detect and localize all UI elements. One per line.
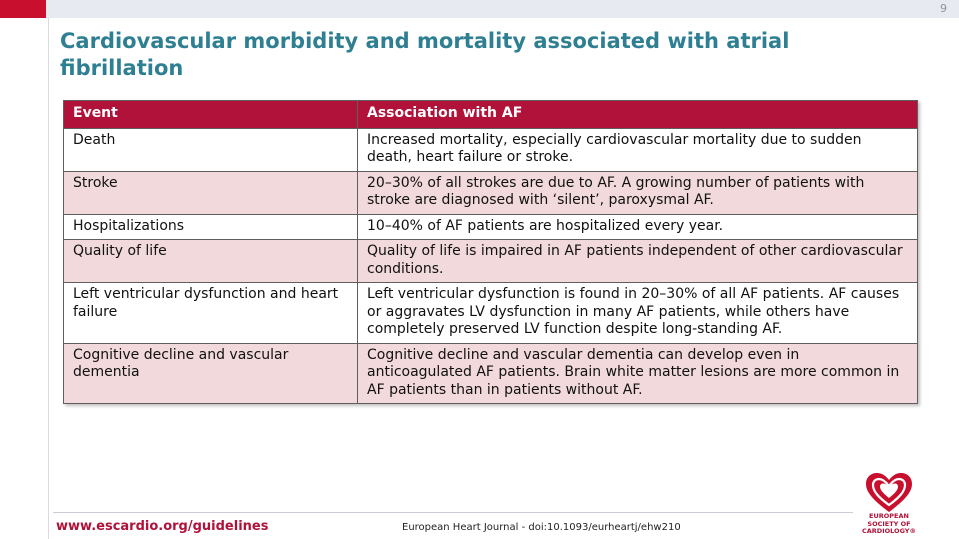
event-cell: Left ventricular dysfunction and heart failure [64,283,358,344]
table-row [64,128,918,171]
logo-line: CARDIOLOGY® [862,527,916,535]
top-bar [0,0,959,18]
header-event: Event [64,101,358,129]
table-header-row [64,101,918,129]
logo-line: EUROPEAN [869,512,909,520]
association-cell: Increased mortality, especially cardiovascular mortality due to sudden death, heart failure or stroke. [358,128,918,171]
table-row [64,214,918,240]
logo-line: SOCIETY OF [867,519,911,528]
table-row [64,171,918,214]
af-association-table [63,100,918,404]
side-rule [48,18,49,539]
logo-wordmark [854,513,924,536]
association-cell: Left ventricular dysfunction is found in 20–30% of all AF patients. AF causes or aggravates LV dysfunction in many AF patients, while others have completely preserved LV function despite long-standing AF. [358,283,918,344]
association-cell: Quality of life is impaired in AF patients independent of other cardiovascular conditions. [358,240,918,283]
esc-logo [854,472,924,536]
table-row [64,240,918,283]
event-cell: Cognitive decline and vascular dementia [64,343,358,404]
journal-citation: European Heart Journal - doi:10.1093/eurheartj/ehw210 [402,522,681,533]
guidelines-link[interactable]: www.escardio.org/guidelines [56,519,269,534]
association-cell: 20–30% of all strokes are due to AF. A growing number of patients with stroke are diagnosed with ‘silent’, paroxysmal AF. [358,171,918,214]
association-cell: Cognitive decline and vascular dementia can develop even in anticoagulated AF patients. Brain white matter lesions are more common in AF patients than in patients without AF. [358,343,918,404]
top-bar-accent [0,0,46,18]
event-cell: Stroke [64,171,358,214]
heart-logo-icon [864,472,914,514]
footer-rule [53,512,853,513]
table-row [64,343,918,404]
slide-title: Cardiovascular morbidity and mortality associated with atrial fibrillation [60,29,790,80]
event-cell: Death [64,128,358,171]
association-cell: 10–40% of AF patients are hospitalized every year. [358,214,918,240]
event-cell: Hospitalizations [64,214,358,240]
event-cell: Quality of life [64,240,358,283]
header-association: Association with AF [358,101,918,129]
table-row [64,283,918,344]
slide-number: 9 [940,2,947,15]
